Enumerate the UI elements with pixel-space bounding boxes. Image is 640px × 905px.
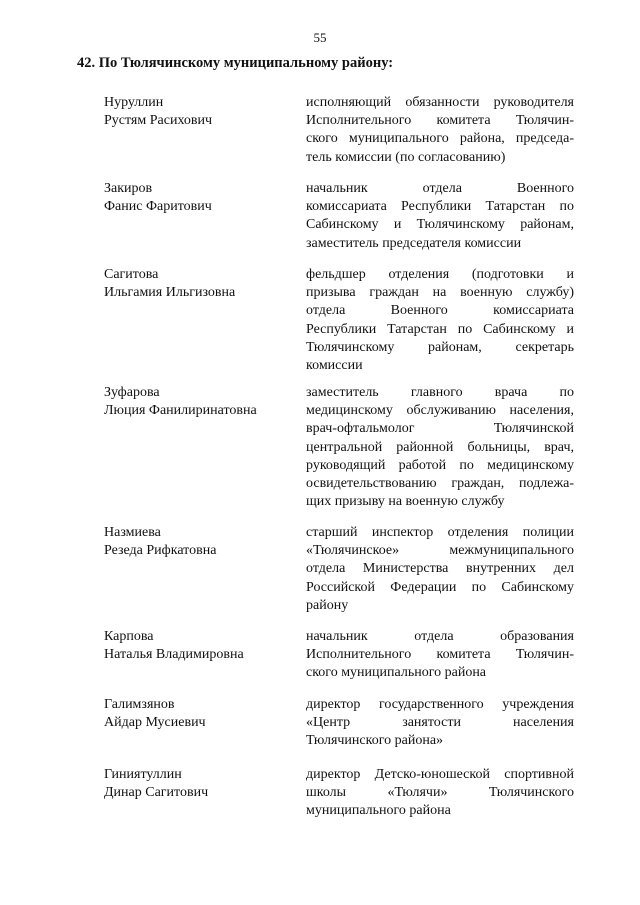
member-role-line: школы «Тюлячи» Тюлячинского [306, 785, 574, 801]
member-role-line: медицинскому обслуживанию населения, [306, 403, 574, 419]
member-surname: Назмиева [104, 525, 161, 540]
member-role [306, 180, 574, 253]
member-name [104, 384, 294, 420]
member-surname: Гиниятуллин [104, 767, 182, 782]
member-role-line: муниципального района [306, 803, 451, 819]
member-role-line: Сабинскому и Тюлячинскому районам, [306, 217, 574, 233]
member-name [104, 180, 294, 216]
member-name [104, 266, 294, 302]
member-name [104, 628, 294, 664]
member-role-line: «Тюлячинское» межмуниципального [306, 543, 574, 559]
member-role-line: отдела Военного комиссариата [306, 303, 574, 319]
member-role-line: начальник отдела образования [306, 629, 574, 644]
member-role-line: Исполнительного комитета Тюлячин- [306, 647, 574, 663]
member-role-line: центральной районной больницы, врач, [306, 439, 574, 455]
member-role [306, 94, 574, 167]
member-role-line: директор Детско-юношеской спортивной [306, 767, 574, 782]
member-role-line: щих призыву на военную службу [306, 494, 505, 510]
member-name [104, 766, 294, 802]
member-role-line: отдела Министерства внутренних дел [306, 561, 574, 577]
member-given-name: Айдар Мусиевич [104, 715, 206, 730]
member-name [104, 696, 294, 732]
member-role-line: ского муниципального района [306, 665, 487, 681]
member-given-name: Ильгамия Ильгизовна [104, 285, 236, 300]
member-role [306, 384, 574, 511]
member-role-line: Российской Федерации по Сабинскому [306, 579, 574, 595]
section-title: 42. По Тюлячинскому муниципальному району: [77, 55, 394, 71]
member-role-line: исполняющий обязанности руководителя [306, 95, 574, 110]
member-role-line: Тюлячинскому районам, секретарь [306, 339, 574, 355]
member-role-line: старший инспектор отделения полиции [306, 525, 574, 540]
member-role [306, 524, 574, 615]
member-role [306, 766, 574, 821]
member-role-line: призыва граждан на военную службу) [306, 285, 574, 301]
member-given-name: Резеда Рифкатовна [104, 543, 217, 558]
member-role-line: комиссариата Республики Татарстан по [306, 199, 574, 215]
member-role-line: тель комиссии (по согласованию) [306, 149, 506, 165]
page-number: 55 [313, 30, 327, 45]
member-surname: Зуфарова [104, 385, 160, 400]
member-surname: Сагитова [104, 267, 159, 282]
member-role-line: фельдшер отделения (подготовки и [306, 267, 574, 282]
member-role-line: комиссии [306, 358, 363, 374]
member-role [306, 266, 574, 375]
member-name [104, 94, 294, 130]
member-role [306, 696, 574, 751]
member-given-name: Люция Фанилиринатовна [104, 403, 257, 418]
member-role-line: «Центр занятости населения [306, 715, 574, 731]
member-role-line: заместитель главного врача по [306, 385, 574, 400]
member-given-name: Фанис Фаритович [104, 199, 212, 214]
member-given-name: Наталья Владимировна [104, 647, 244, 662]
member-role-line: Тюлячинского района» [306, 733, 444, 749]
member-role-line: Республики Татарстан по Сабинскому и [306, 321, 574, 337]
member-role-line: району [306, 597, 349, 613]
member-surname: Галимзянов [104, 697, 175, 712]
member-role-line: врач-офтальмолог Тюлячинской [306, 421, 574, 437]
member-surname: Нуруллин [104, 95, 164, 110]
member-role-line: директор государственного учреждения [306, 697, 574, 712]
member-role-line: Исполнительного комитета Тюлячин- [306, 113, 574, 129]
member-given-name: Динар Сагитович [104, 785, 209, 800]
member-surname: Закиров [104, 181, 153, 196]
member-role-line: освидетельствованию граждан, подлежа- [306, 476, 574, 492]
member-role-line: руководящий работой по медицинскому [306, 457, 574, 473]
member-role [306, 628, 574, 683]
member-surname: Карпова [104, 629, 154, 644]
member-role-line: начальник отдела Военного [306, 181, 574, 196]
member-name [104, 524, 294, 560]
member-role-line: заместитель председателя комиссии [306, 235, 522, 251]
member-given-name: Рустям Расихович [104, 113, 213, 128]
member-role-line: ского муниципального района, председа- [306, 131, 574, 147]
